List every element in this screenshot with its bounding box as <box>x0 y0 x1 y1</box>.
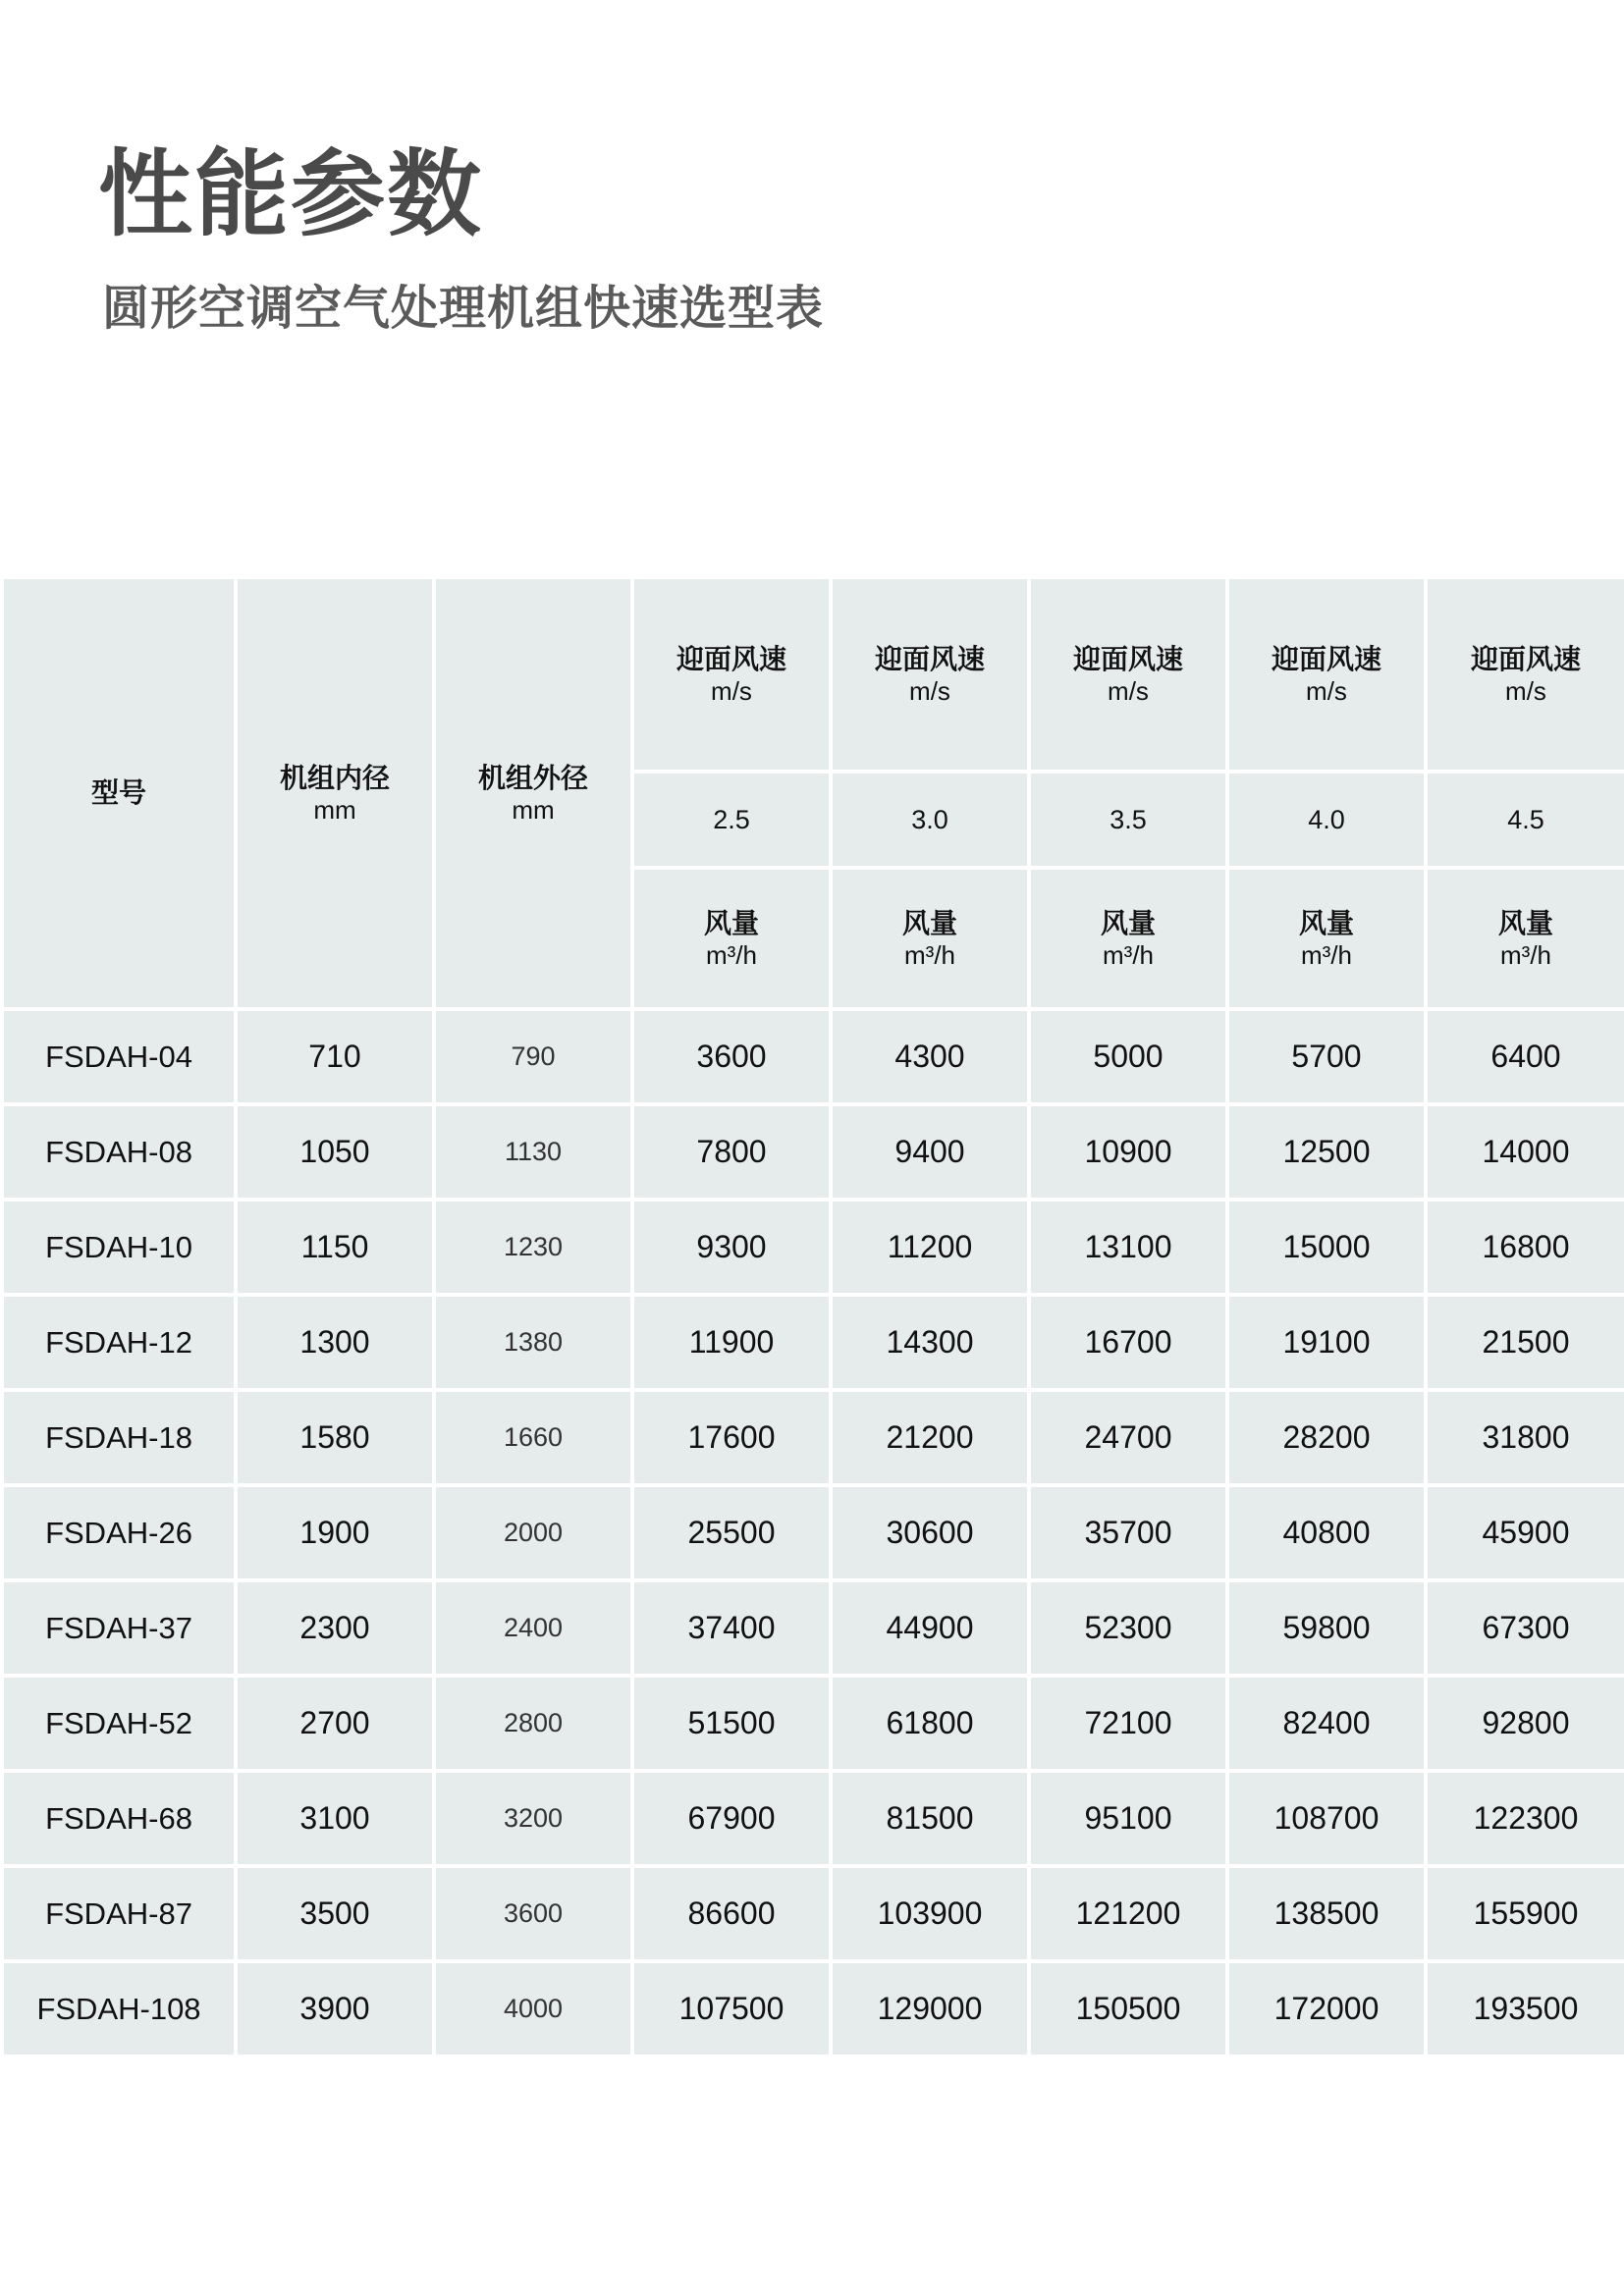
airflow-cell: 21500 <box>1426 1295 1624 1390</box>
outer-diameter-cell: 790 <box>434 1009 632 1104</box>
airflow-cell: 193500 <box>1426 1961 1624 2056</box>
header-airflow-label: 风量 <box>703 907 759 939</box>
header-outer-diameter-label: 机组外径 <box>477 762 588 794</box>
header-airflow-label: 风量 <box>1497 907 1553 939</box>
header-airflow <box>1227 868 1426 1009</box>
airflow-cell: 5700 <box>1227 1009 1426 1104</box>
table-row <box>2 1485 1624 1580</box>
header-airflow <box>1426 868 1624 1009</box>
outer-diameter-cell: 3600 <box>434 1866 632 1961</box>
table-row <box>2 1200 1624 1295</box>
header-face-velocity-label: 迎面风速 <box>676 643 786 675</box>
header-model-label: 型号 <box>90 776 146 809</box>
table-row <box>2 1961 1624 2056</box>
outer-diameter-cell: 4000 <box>434 1961 632 2056</box>
inner-diameter-cell: 710 <box>236 1009 434 1104</box>
airflow-cell: 121200 <box>1029 1866 1227 1961</box>
table-row <box>2 1676 1624 1771</box>
airflow-cell: 72100 <box>1029 1676 1227 1771</box>
airflow-cell: 95100 <box>1029 1771 1227 1866</box>
inner-diameter-cell: 1900 <box>236 1485 434 1580</box>
airflow-cell: 45900 <box>1426 1485 1624 1580</box>
header-face-velocity-label: 迎面风速 <box>874 643 985 675</box>
table-body <box>2 1009 1624 2056</box>
model-cell: FSDAH-04 <box>2 1009 236 1104</box>
airflow-cell: 81500 <box>831 1771 1029 1866</box>
airflow-cell: 24700 <box>1029 1390 1227 1485</box>
airflow-cell: 122300 <box>1426 1771 1624 1866</box>
header-face-velocity <box>1227 577 1426 772</box>
header-face-velocity-unit: m/s <box>909 676 950 706</box>
airflow-cell: 172000 <box>1227 1961 1426 2056</box>
header-face-velocity <box>1029 577 1227 772</box>
model-cell: FSDAH-87 <box>2 1866 236 1961</box>
airflow-cell: 92800 <box>1426 1676 1624 1771</box>
airflow-cell: 21200 <box>831 1390 1029 1485</box>
airflow-cell: 16800 <box>1426 1200 1624 1295</box>
airflow-cell: 138500 <box>1227 1866 1426 1961</box>
header-face-velocity-unit: m/s <box>1505 676 1546 706</box>
airflow-cell: 10900 <box>1029 1104 1227 1200</box>
model-cell: FSDAH-08 <box>2 1104 236 1200</box>
header-inner-diameter <box>236 577 434 1009</box>
model-cell: FSDAH-10 <box>2 1200 236 1295</box>
airflow-cell: 4300 <box>831 1009 1029 1104</box>
page-subtitle: 圆形空调空气处理机组快速选型表 <box>102 281 825 336</box>
header-airflow-unit: m³/h <box>904 940 955 970</box>
airflow-cell: 28200 <box>1227 1390 1426 1485</box>
header-face-velocity <box>1426 577 1624 772</box>
airflow-cell: 14300 <box>831 1295 1029 1390</box>
header-velocity-value: 3.0 <box>831 772 1029 868</box>
airflow-cell: 52300 <box>1029 1580 1227 1676</box>
airflow-cell: 31800 <box>1426 1390 1624 1485</box>
airflow-cell: 19100 <box>1227 1295 1426 1390</box>
inner-diameter-cell: 2300 <box>236 1580 434 1676</box>
outer-diameter-cell: 3200 <box>434 1771 632 1866</box>
header-airflow-unit: m³/h <box>1500 940 1551 970</box>
airflow-cell: 103900 <box>831 1866 1029 1961</box>
airflow-cell: 17600 <box>632 1390 831 1485</box>
table-row <box>2 1580 1624 1676</box>
header-outer-diameter <box>434 577 632 1009</box>
header-airflow-unit: m³/h <box>1103 940 1154 970</box>
header-face-velocity-label: 迎面风速 <box>1470 643 1581 675</box>
airflow-cell: 150500 <box>1029 1961 1227 2056</box>
header-airflow-unit: m³/h <box>706 940 757 970</box>
outer-diameter-cell: 2800 <box>434 1676 632 1771</box>
model-cell: FSDAH-26 <box>2 1485 236 1580</box>
airflow-cell: 11200 <box>831 1200 1029 1295</box>
inner-diameter-cell: 1580 <box>236 1390 434 1485</box>
airflow-cell: 61800 <box>831 1676 1029 1771</box>
header-velocity-value: 2.5 <box>632 772 831 868</box>
inner-diameter-cell: 2700 <box>236 1676 434 1771</box>
outer-diameter-cell: 1230 <box>434 1200 632 1295</box>
airflow-cell: 155900 <box>1426 1866 1624 1961</box>
outer-diameter-cell: 1380 <box>434 1295 632 1390</box>
header-face-velocity <box>831 577 1029 772</box>
outer-diameter-cell: 1130 <box>434 1104 632 1200</box>
inner-diameter-cell: 1150 <box>236 1200 434 1295</box>
airflow-cell: 25500 <box>632 1485 831 1580</box>
header-airflow <box>1029 868 1227 1009</box>
inner-diameter-cell: 3100 <box>236 1771 434 1866</box>
airflow-cell: 82400 <box>1227 1676 1426 1771</box>
airflow-cell: 16700 <box>1029 1295 1227 1390</box>
airflow-cell: 67300 <box>1426 1580 1624 1676</box>
airflow-cell: 9400 <box>831 1104 1029 1200</box>
table-row <box>2 1771 1624 1866</box>
header-row-face-velocity-label <box>2 577 1624 772</box>
page-title: 性能参数 <box>98 139 483 249</box>
table-row <box>2 1009 1624 1104</box>
outer-diameter-cell: 2400 <box>434 1580 632 1676</box>
table-row <box>2 1295 1624 1390</box>
airflow-cell: 44900 <box>831 1580 1029 1676</box>
selection-table <box>0 575 1624 2058</box>
airflow-cell: 3600 <box>632 1009 831 1104</box>
header-model <box>2 577 236 1009</box>
table-row <box>2 1390 1624 1485</box>
airflow-cell: 6400 <box>1426 1009 1624 1104</box>
model-cell: FSDAH-18 <box>2 1390 236 1485</box>
header-velocity-value: 3.5 <box>1029 772 1227 868</box>
model-cell: FSDAH-68 <box>2 1771 236 1866</box>
header-face-velocity <box>632 577 831 772</box>
inner-diameter-cell: 3500 <box>236 1866 434 1961</box>
airflow-cell: 30600 <box>831 1485 1029 1580</box>
inner-diameter-cell: 1050 <box>236 1104 434 1200</box>
header-airflow-label: 风量 <box>1298 907 1354 939</box>
airflow-cell: 129000 <box>831 1961 1029 2056</box>
header-face-velocity-label: 迎面风速 <box>1072 643 1183 675</box>
header-face-velocity-label: 迎面风速 <box>1271 643 1381 675</box>
airflow-cell: 86600 <box>632 1866 831 1961</box>
model-cell: FSDAH-108 <box>2 1961 236 2056</box>
header-face-velocity-unit: m/s <box>1306 676 1347 706</box>
table-row <box>2 1866 1624 1961</box>
airflow-cell: 12500 <box>1227 1104 1426 1200</box>
header-airflow <box>632 868 831 1009</box>
header-outer-diameter-unit: mm <box>512 795 555 825</box>
table-header <box>2 577 1624 1009</box>
airflow-cell: 15000 <box>1227 1200 1426 1295</box>
header-airflow-label: 风量 <box>901 907 957 939</box>
header-velocity-value: 4.5 <box>1426 772 1624 868</box>
airflow-cell: 7800 <box>632 1104 831 1200</box>
header-airflow-unit: m³/h <box>1301 940 1352 970</box>
header-airflow-label: 风量 <box>1100 907 1156 939</box>
header-inner-diameter-unit: mm <box>313 795 356 825</box>
airflow-cell: 51500 <box>632 1676 831 1771</box>
airflow-cell: 59800 <box>1227 1580 1426 1676</box>
inner-diameter-cell: 1300 <box>236 1295 434 1390</box>
outer-diameter-cell: 2000 <box>434 1485 632 1580</box>
table-row <box>2 1104 1624 1200</box>
inner-diameter-cell: 3900 <box>236 1961 434 2056</box>
airflow-cell: 108700 <box>1227 1771 1426 1866</box>
airflow-cell: 14000 <box>1426 1104 1624 1200</box>
header-face-velocity-unit: m/s <box>1108 676 1149 706</box>
outer-diameter-cell: 1660 <box>434 1390 632 1485</box>
header-face-velocity-unit: m/s <box>711 676 752 706</box>
header-airflow <box>831 868 1029 1009</box>
airflow-cell: 107500 <box>632 1961 831 2056</box>
airflow-cell: 40800 <box>1227 1485 1426 1580</box>
model-cell: FSDAH-52 <box>2 1676 236 1771</box>
model-cell: FSDAH-12 <box>2 1295 236 1390</box>
header-inner-diameter-label: 机组内径 <box>279 762 390 794</box>
airflow-cell: 11900 <box>632 1295 831 1390</box>
airflow-cell: 35700 <box>1029 1485 1227 1580</box>
airflow-cell: 37400 <box>632 1580 831 1676</box>
airflow-cell: 13100 <box>1029 1200 1227 1295</box>
airflow-cell: 9300 <box>632 1200 831 1295</box>
airflow-cell: 67900 <box>632 1771 831 1866</box>
header-velocity-value: 4.0 <box>1227 772 1426 868</box>
model-cell: FSDAH-37 <box>2 1580 236 1676</box>
airflow-cell: 5000 <box>1029 1009 1227 1104</box>
